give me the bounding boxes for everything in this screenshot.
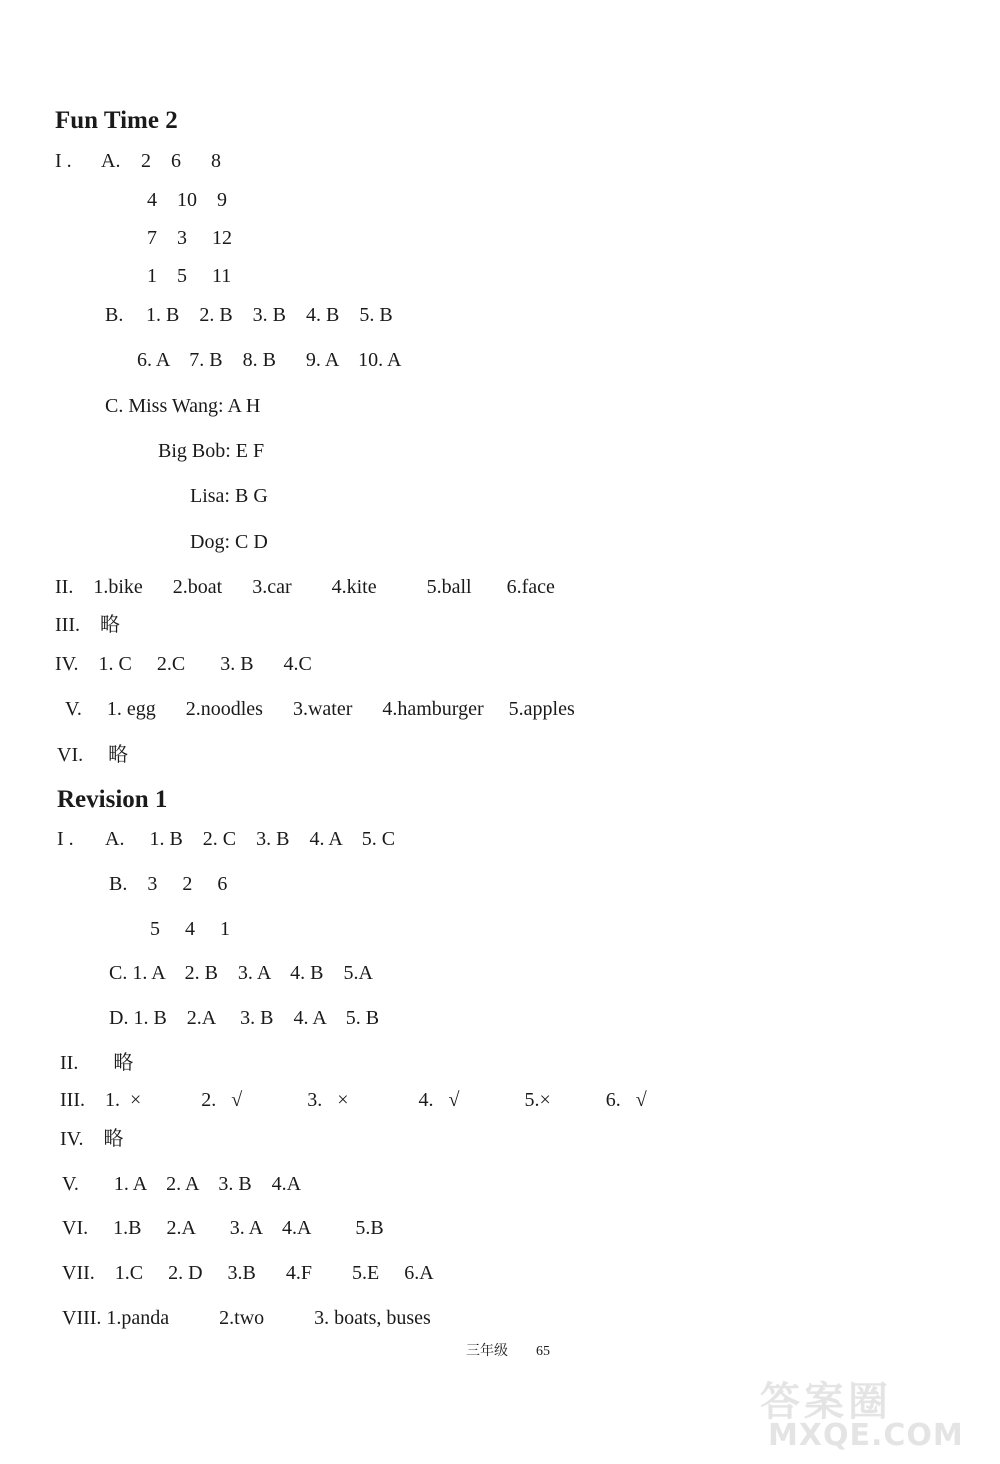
answer-row: A. 1. B 2. C 3. B 4. A 5. C [105, 828, 396, 850]
answer-row: IV. 略 [60, 1128, 124, 1150]
footer-grade: 三年级 [466, 1344, 508, 1359]
answer-row: VII. 1.C 2. D 3.B 4.F 5.E 6.A [62, 1262, 434, 1284]
answer-row: 6. A 7. B 8. B 9. A 10. A [137, 349, 402, 371]
section-heading-fun-time-2: Fun Time 2 [55, 107, 178, 134]
answer-row: C. 1. A 2. B 3. A 4. B 5.A [109, 962, 373, 984]
answer-row: 2 6 8 [141, 150, 221, 172]
watermark-text: 答案圈 [760, 1379, 892, 1425]
part-b-label: B. [105, 304, 124, 326]
answer-row: 1. B 2. B 3. B 4. B 5. B [146, 304, 393, 326]
answer-row: 1 5 11 [147, 265, 232, 287]
watermark-logo [760, 1370, 990, 1460]
part-i-label: I . [55, 150, 72, 172]
answer-row: IV. 1. C 2.C 3. B 4.C [55, 653, 312, 675]
answer-row: II. 略 [60, 1052, 134, 1074]
answer-row: VI. 1.B 2.A 3. A 4.A 5.B [62, 1217, 384, 1239]
answer-row: V. 1. egg 2.noodles 3.water 4.hamburger 5.apples [65, 698, 575, 720]
page-number: 65 [536, 1344, 550, 1359]
answer-row: Lisa: B G [190, 485, 268, 507]
answer-row: VI. 略 [57, 744, 129, 766]
answer-row: II. 1.bike 2.boat 3.car 4.kite 5.ball 6.face [55, 576, 555, 598]
part-a-label: A. [101, 150, 121, 172]
answer-row: C. Miss Wang: A H [105, 395, 261, 417]
answer-row: VIII. 1.panda 2.two 3. boats, buses [62, 1307, 431, 1329]
answer-row: B. 3 2 6 [109, 873, 228, 895]
answer-row: III. 略 [55, 614, 120, 636]
answer-row: 4 10 9 [147, 189, 227, 211]
watermark-url: MXQE.COM [768, 1418, 964, 1453]
part-i-label: I . [57, 828, 74, 850]
answer-row: V. 1. A 2. A 3. B 4.A [62, 1173, 302, 1195]
answer-row: Big Bob: E F [158, 440, 265, 462]
section-heading-revision-1: Revision 1 [57, 786, 168, 813]
answer-row: Dog: C D [190, 531, 268, 553]
answer-row: 7 3 12 [147, 227, 232, 249]
answer-row: D. 1. B 2.A 3. B 4. A 5. B [109, 1007, 380, 1029]
answer-row: 5 4 1 [150, 918, 230, 940]
answer-row: III. 1. × 2. √ 3. × 4. √ 5.× 6. √ [60, 1089, 647, 1111]
